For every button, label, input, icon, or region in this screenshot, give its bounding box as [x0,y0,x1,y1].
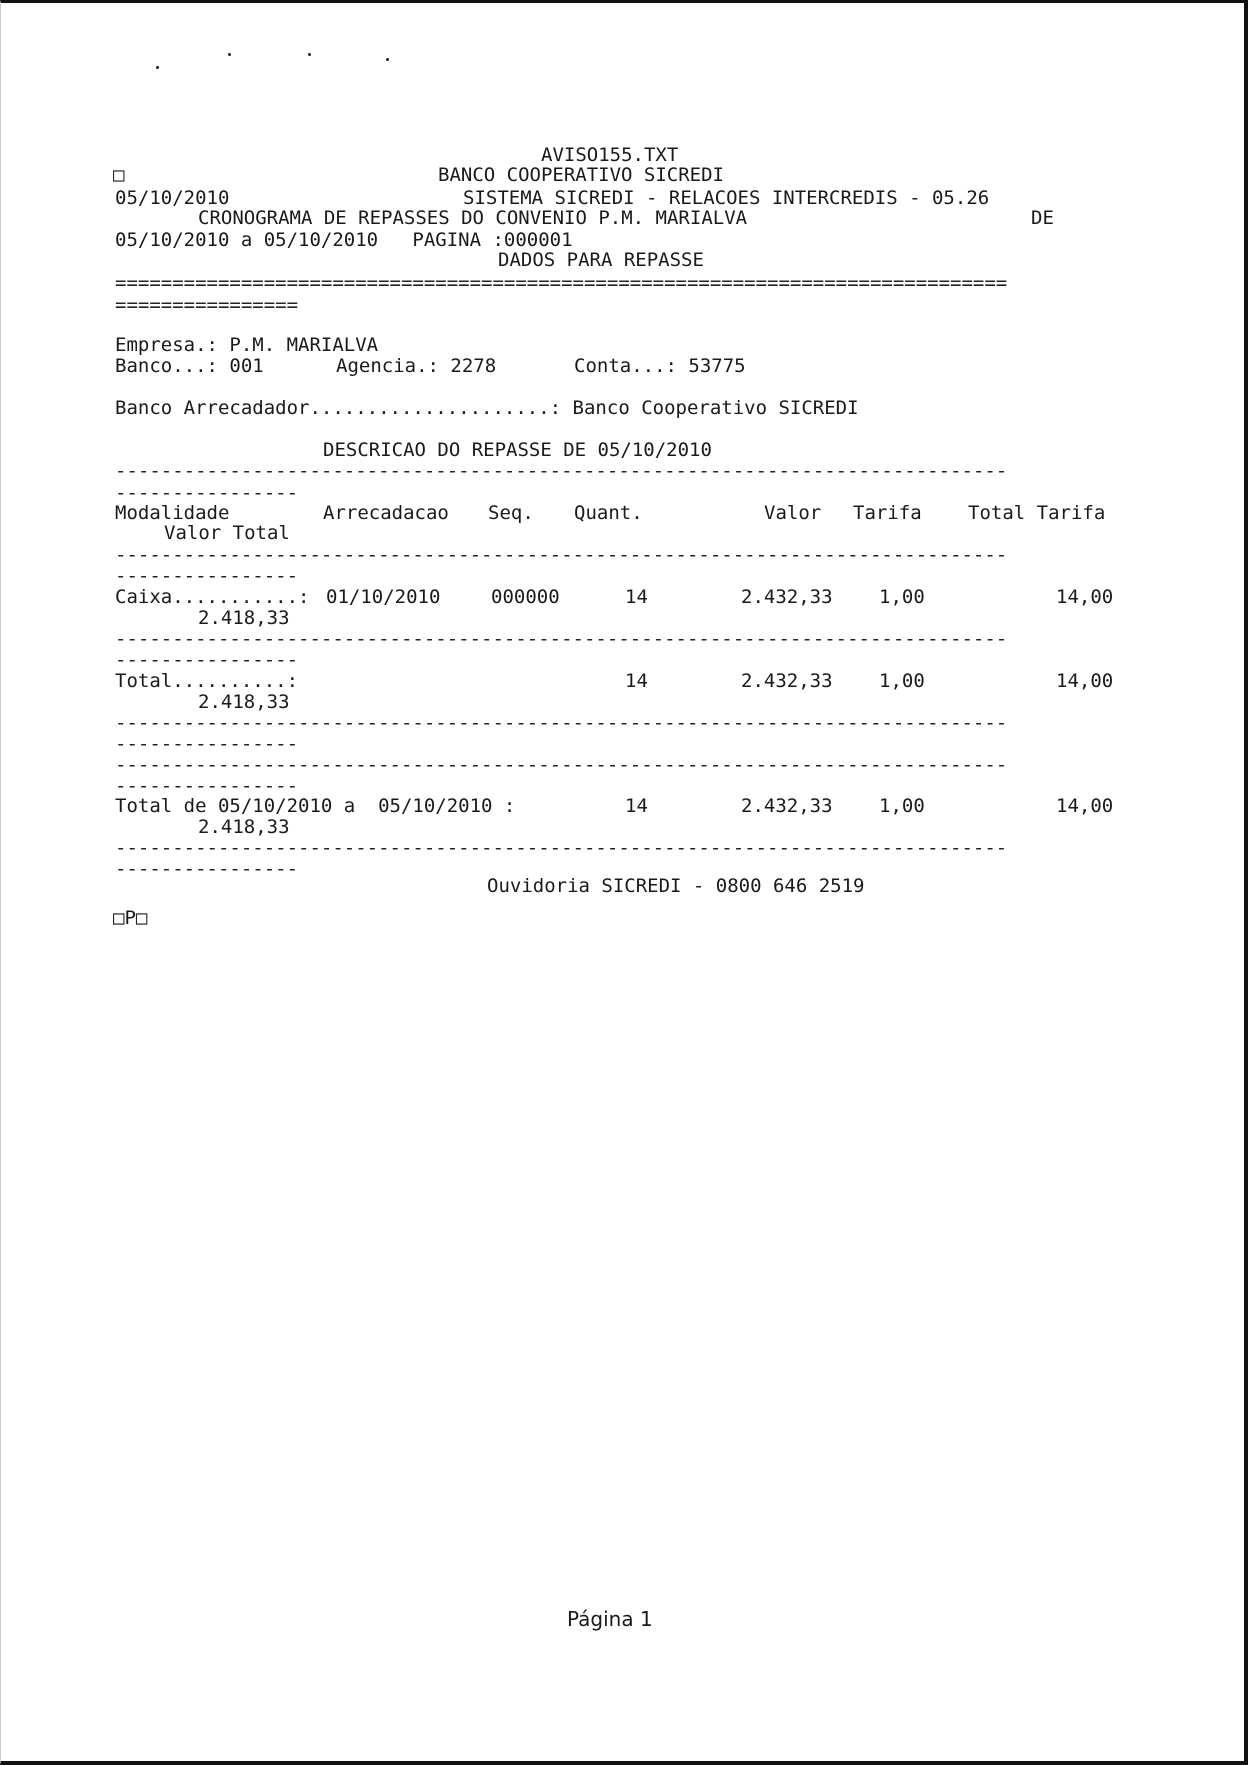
system-name: SISTEMA SICREDI - RELACOES INTERCREDIS - 05.26 [463,187,990,209]
row-seq: 000000 [491,586,560,608]
agency-line: Agencia.: 2278 [336,355,497,377]
row-valor-total: 2.418,33 [198,607,290,629]
section-title: DADOS PARA REPASSE [498,249,704,271]
column-header-tarifa: Tarifa [853,502,922,524]
report-date: 05/10/2010 [115,187,230,209]
dash-separator: ------------------------------------------------------------------------------ [115,712,1008,734]
row-label-caixa: Caixa...........: [115,586,310,608]
row-valor: 2.432,33 [741,670,833,692]
row-total-tarifa: 14,00 [1056,670,1114,692]
dash-separator: ---------------- [115,775,299,797]
column-header-valor: Valor [764,502,822,524]
box-glyph: □ [113,164,125,186]
report-filename: AVISO155.TXT [541,144,679,166]
dash-separator: ---------------- [115,733,299,755]
dash-separator: ---------------- [115,858,299,880]
row-tarifa: 1,00 [879,795,925,817]
row-label-total: Total..........: [115,670,299,692]
page-number: Página 1 [567,1607,653,1631]
schedule-title: CRONOGRAMA DE REPASSES DO CONVENIO P.M. MARIALVA [198,207,748,229]
column-header-modalidade: Modalidade [115,502,230,524]
row-arrecadacao: 01/10/2010 [326,586,441,608]
row-label-period-total: Total de 05/10/2010 a 05/10/2010 : [115,795,516,817]
account-line: Conta...: 53775 [574,355,746,377]
column-header-seq: Seq. [488,502,534,524]
dash-separator: ------------------------------------------------------------------------------ [115,460,1008,482]
row-quant: 14 [625,795,648,817]
column-header-valor-total: Valor Total [164,522,290,544]
double-separator: ================ [115,294,299,316]
row-valor: 2.432,33 [741,586,833,608]
dash-separator: ------------------------------------------------------------------------------ [115,628,1008,650]
dash-separator: ------------------------------------------------------------------------------ [115,754,1008,776]
end-marker: □P□ [113,907,148,929]
column-header-arrecadacao: Arrecadacao [323,502,449,524]
row-valor: 2.432,33 [741,795,833,817]
bank-line: Banco...: 001 [115,355,264,377]
row-total-tarifa: 14,00 [1056,586,1114,608]
dash-separator: ---------------- [115,565,299,587]
scan-speck [228,53,231,56]
company-line: Empresa.: P.M. MARIALVA [115,334,379,356]
row-tarifa: 1,00 [879,586,925,608]
dash-separator: ------------------------------------------------------------------------------ [115,544,1008,566]
collecting-bank-line: Banco Arrecadador.....................: Banco Cooperativo SICREDI [115,397,859,419]
column-header-total-tarifa: Total Tarifa [968,502,1106,524]
de-label: DE [1031,207,1054,229]
double-separator: ============================================================================== [115,272,1008,294]
dash-separator: ---------------- [115,482,299,504]
ouvidoria-contact: Ouvidoria SICREDI - 0800 646 2519 [487,875,865,897]
repasse-title: DESCRICAO DO REPASSE DE 05/10/2010 [323,439,712,461]
scan-speck [386,58,389,61]
row-tarifa: 1,00 [879,670,925,692]
dash-separator: ---------------- [115,649,299,671]
dash-separator: ------------------------------------------------------------------------------ [115,837,1008,859]
row-total-tarifa: 14,00 [1056,795,1114,817]
scan-speck [308,53,311,56]
bank-name: BANCO COOPERATIVO SICREDI [438,164,724,186]
row-quant: 14 [625,586,648,608]
row-valor-total: 2.418,33 [198,816,290,838]
column-header-quant: Quant. [574,502,643,524]
row-quant: 14 [625,670,648,692]
scan-speck [156,66,159,69]
row-valor-total: 2.418,33 [198,691,290,713]
period-and-page: 05/10/2010 a 05/10/2010 PAGINA :000001 [115,229,573,251]
